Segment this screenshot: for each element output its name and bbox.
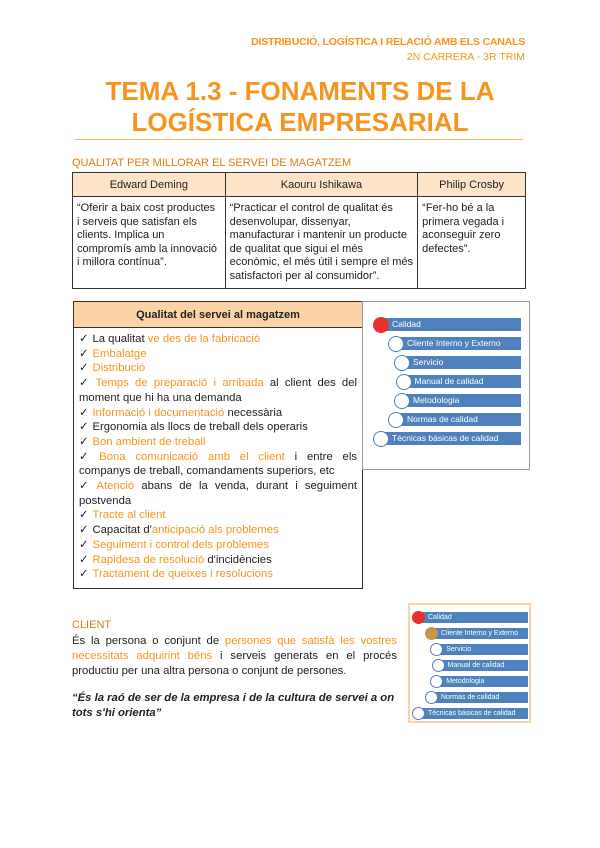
- check-icon: ✓: [79, 553, 89, 566]
- check-icon: ✓: [79, 524, 89, 537]
- table-cell: “Practicar el control de qualitat és desenvolupar, dissenyar, manufacturar i mantenir un producte de qualitat que sigui el més econòmic, el més útil i sempre el més satisfactori per al consumidor”.: [225, 197, 418, 289]
- diagram-circle-icon: [388, 412, 404, 428]
- client-quote: “És la raó de ser de la empresa i de la cultura de servei a on tots s'hi orienta”: [72, 692, 395, 719]
- diagram-bar: Cliente Interno y Externo: [432, 628, 529, 639]
- title-line-2: LOGÍSTICA EMPRESARIAL: [131, 107, 469, 137]
- column-header: Kaouru Ishikawa: [225, 173, 418, 197]
- list-item: [79, 538, 357, 553]
- diagram-circle-icon: [373, 317, 389, 333]
- check-icon: ✓: [79, 406, 89, 419]
- diagram-circle-icon: [432, 659, 445, 672]
- column-header: Philip Crosby: [418, 173, 526, 197]
- quality-diagram: [362, 301, 530, 470]
- list-item: [79, 420, 357, 435]
- diagram-bar: Técnicas básicas de calidad: [419, 708, 529, 719]
- list-item: [79, 553, 357, 568]
- diagram-bar: Servicio: [402, 356, 521, 369]
- highlight-text: Distribució: [92, 362, 146, 375]
- quality-diagram-small: [408, 603, 531, 723]
- quality-authors-table: [72, 172, 526, 289]
- list-item: [79, 450, 357, 479]
- diagram-bar: Metodologia: [402, 394, 521, 407]
- client-heading: CLIENT: [72, 619, 112, 631]
- diagram-circle-icon: [412, 707, 425, 720]
- table-cell: “Oferir a baix cost productes i serveis que satisfan els clients. Implica un compromís amb la innovació i millora contínua”.: [73, 197, 226, 289]
- diagram-bar: Cliente Interno y Externo: [396, 337, 521, 350]
- check-icon: ✓: [79, 568, 89, 581]
- diagram-bar: Manual de calidad: [404, 375, 522, 388]
- highlight-text: anticipació als problemes: [151, 524, 279, 537]
- check-icon: ✓: [79, 333, 89, 345]
- check-icon: ✓: [79, 450, 96, 463]
- check-icon: ✓: [79, 362, 89, 375]
- highlight-text: Tracte al client: [92, 509, 166, 522]
- diagram-bar: Normas de calidad: [396, 413, 521, 426]
- diagram-bar: Servicio: [437, 644, 528, 655]
- service-box-title: Qualitat del servei al magatzem: [74, 302, 362, 328]
- highlight-text: Bon ambient de treball: [92, 435, 206, 448]
- item-text: i entre els companys de treball, comandaments superiors, etc: [79, 450, 358, 478]
- highlight-text: ve des de la fabricació: [147, 333, 261, 345]
- item-text: Ergonomia als llocs de treball dels operaris: [92, 421, 308, 434]
- page-title: [60, 76, 540, 138]
- title-divider: [75, 139, 523, 140]
- list-item: [79, 332, 357, 347]
- check-icon: ✓: [79, 347, 89, 360]
- diagram-bar: Calidad: [381, 318, 521, 331]
- list-item: [79, 406, 357, 421]
- highlight-text: Informació i documentació: [92, 406, 225, 419]
- check-icon: ✓: [79, 509, 89, 522]
- check-icon: ✓: [79, 435, 89, 448]
- client-definition: [72, 634, 397, 679]
- diagram-circle-icon: [425, 627, 438, 640]
- check-icon: ✓: [79, 538, 89, 551]
- definition-text: És la persona o conjunt de: [72, 635, 225, 647]
- item-text: al client des del moment que hi ha una demanda: [79, 377, 357, 404]
- diagram-circle-icon: [394, 355, 410, 371]
- diagram-circle-icon: [425, 691, 438, 704]
- highlight-text: Tractament de queixes i resolucions: [92, 568, 273, 581]
- highlight-text: Rapidesa de resolució: [92, 553, 205, 566]
- list-item: [79, 435, 357, 450]
- table-row: [73, 197, 526, 289]
- highlight-text: Seguiment i control dels problemes: [92, 538, 269, 551]
- client-section: [72, 618, 397, 721]
- diagram-circle-icon: [388, 336, 404, 352]
- diagram-bar: Técnicas básicas de calidad: [381, 432, 521, 445]
- item-text: d'incidències: [204, 553, 272, 566]
- highlight-text: Embalatge: [92, 347, 147, 360]
- diagram-circle-icon: [394, 393, 410, 409]
- diagram-bar: Normas de calidad: [432, 692, 529, 703]
- highlight-text: Temps de preparació i arribada: [95, 377, 264, 390]
- list-item: [79, 361, 357, 376]
- definition-text: i serveis generats en el procés productiu per una altra persona o conjunt de persones.: [72, 650, 397, 677]
- list-item: [79, 479, 357, 508]
- diagram-circle-icon: [373, 431, 389, 447]
- check-icon: ✓: [79, 480, 93, 493]
- table-header-row: [73, 173, 526, 197]
- item-text: Capacitat d': [92, 524, 152, 537]
- list-item: [79, 376, 357, 405]
- diagram-bar: Metodologia: [437, 676, 528, 687]
- list-item: [79, 347, 357, 362]
- diagram-circle-icon: [412, 611, 425, 624]
- list-item: [79, 523, 357, 538]
- item-text: La qualitat: [92, 333, 148, 345]
- table-cell: “Fer-ho bé a la primera vegada i aconseguir zero defectes”.: [418, 197, 526, 289]
- title-line-1: TEMA 1.3 - FONAMENTS DE LA: [105, 76, 495, 106]
- highlight-text: Bona comunicació amb el client: [99, 450, 285, 463]
- item-text: necessària: [224, 406, 283, 419]
- section-heading: QUALITAT PER MILLORAR EL SERVEI DE MAGATZEM: [72, 157, 352, 169]
- course-title: DISTRIBUCIÓ, LOGÍSTICA I RELACIÓ AMB ELS CANALS: [251, 36, 525, 48]
- diagram-bar: Manual de calidad: [438, 660, 528, 671]
- check-icon: ✓: [79, 421, 89, 434]
- course-term: 2N CARRERA - 3R TRIM: [406, 51, 525, 63]
- check-icon: ✓: [79, 377, 92, 390]
- service-quality-box: [73, 301, 363, 589]
- column-header: Edward Deming: [73, 173, 226, 197]
- list-item: [79, 508, 357, 523]
- diagram-circle-icon: [396, 374, 412, 390]
- diagram-bar: Calidad: [419, 612, 529, 623]
- service-list: [74, 328, 362, 586]
- list-item: [79, 567, 357, 582]
- definition-highlight: persones que satisfà les vostres necessitats adquirint béns: [72, 635, 397, 662]
- item-text: abans de la venda, durant i seguiment postvenda: [79, 480, 357, 507]
- highlight-text: Atenció: [96, 480, 135, 493]
